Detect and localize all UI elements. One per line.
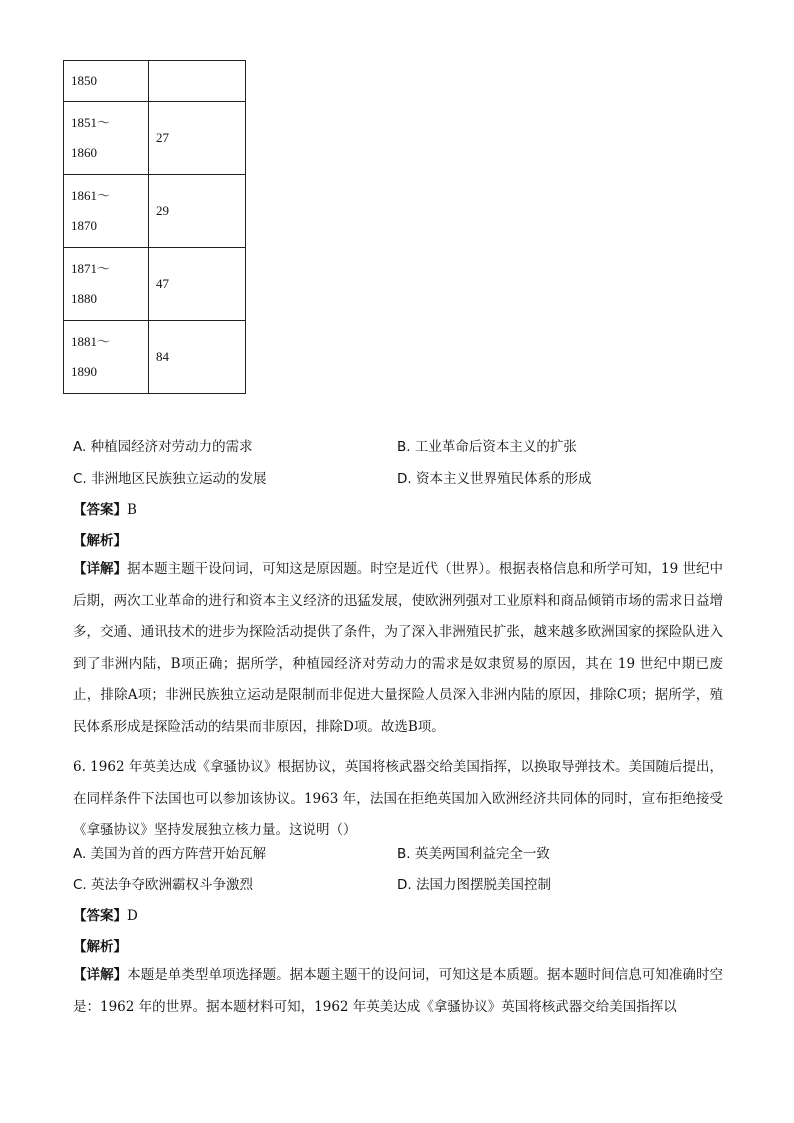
- q6-option-b: B. 英美两国利益完全一致: [397, 846, 550, 862]
- value-cell: 27: [149, 102, 246, 175]
- q6-option-c: C. 英法争夺欧洲霸权斗争激烈: [73, 877, 254, 893]
- data-table: [63, 60, 246, 394]
- period-cell: 1861～ 1870: [64, 175, 149, 248]
- q6-answer: 【答案】D: [73, 908, 138, 924]
- q6-stem: 6. 1962 年英美达成《拿骚协议》根据协议，英国将核武器交给美国指挥，以换取导弹技术。美国随后提出，在同样条件下法国也可以参加该协议。1963 年，法国在拒绝英国加入欧洲经济共同体的同时，宣布拒绝接受《拿骚协议》坚持发展独立核力量。这说明（）: [73, 759, 723, 838]
- table-row: [64, 61, 246, 102]
- value-cell: 84: [149, 321, 246, 394]
- period-cell: 1851～ 1860: [64, 102, 149, 175]
- table-row: [64, 248, 246, 321]
- q6-option-a: A. 美国为首的西方阵营开始瓦解: [73, 846, 267, 862]
- q5-option-d: D. 资本主义世界殖民体系的形成: [397, 471, 592, 487]
- value-cell: [149, 61, 246, 102]
- period-cell: 1850: [64, 61, 149, 102]
- value-cell: 47: [149, 248, 246, 321]
- q5-answer: 【答案】B: [73, 502, 137, 518]
- table-row: [64, 102, 246, 175]
- table-row: [64, 175, 246, 248]
- q5-option-a: A. 种植园经济对劳动力的需求: [73, 439, 253, 455]
- period-cell: 1871～ 1880: [64, 248, 149, 321]
- value-cell: 29: [149, 175, 246, 248]
- period-cell: 1881～ 1890: [64, 321, 149, 394]
- q5-option-b: B. 工业革命后资本主义的扩张: [397, 439, 577, 455]
- q6-analysis-heading: 【解析】: [73, 939, 127, 955]
- q6-detail: 【详解】本题是单类型单项选择题。据本题主题干的设问词，可知这是本质题。据本题时间信息可知准确时空是：1962 年的世界。据本题材料可知，1962 年英美达成《拿骚协议》英国将核武器交给美国指挥以: [73, 967, 724, 1015]
- q5-option-c: C. 非洲地区民族独立运动的发展: [73, 471, 267, 487]
- q6-option-d: D. 法国力图摆脱美国控制: [397, 877, 551, 893]
- table-row: [64, 321, 246, 394]
- q5-analysis-heading: 【解析】: [73, 533, 127, 549]
- q5-detail: 【详解】据本题主题干设问词，可知这是原因题。时空是近代（世界）。根据表格信息和所学可知，19 世纪中后期，两次工业革命的进行和资本主义经济的迅猛发展，使欧洲列强对工业原料和商品倾销市场的需求日益增多，交通、通讯技术的进步为探险活动提供了条件，为了深入非洲殖民扩张，越来越多欧洲国家的探险队进入到了非洲内陆，B项正确；据所学，种植园经济对劳动力的需求是奴隶贸易的原因，其在 19 世纪中期已废止，排除A项；非洲民族独立运动是限制而非促进大量探险人员深入非洲内陆的原因，排除C项；据所学，殖民体系形成是探险活动的结果而非原因，排除D项。故选B项。: [73, 561, 724, 735]
